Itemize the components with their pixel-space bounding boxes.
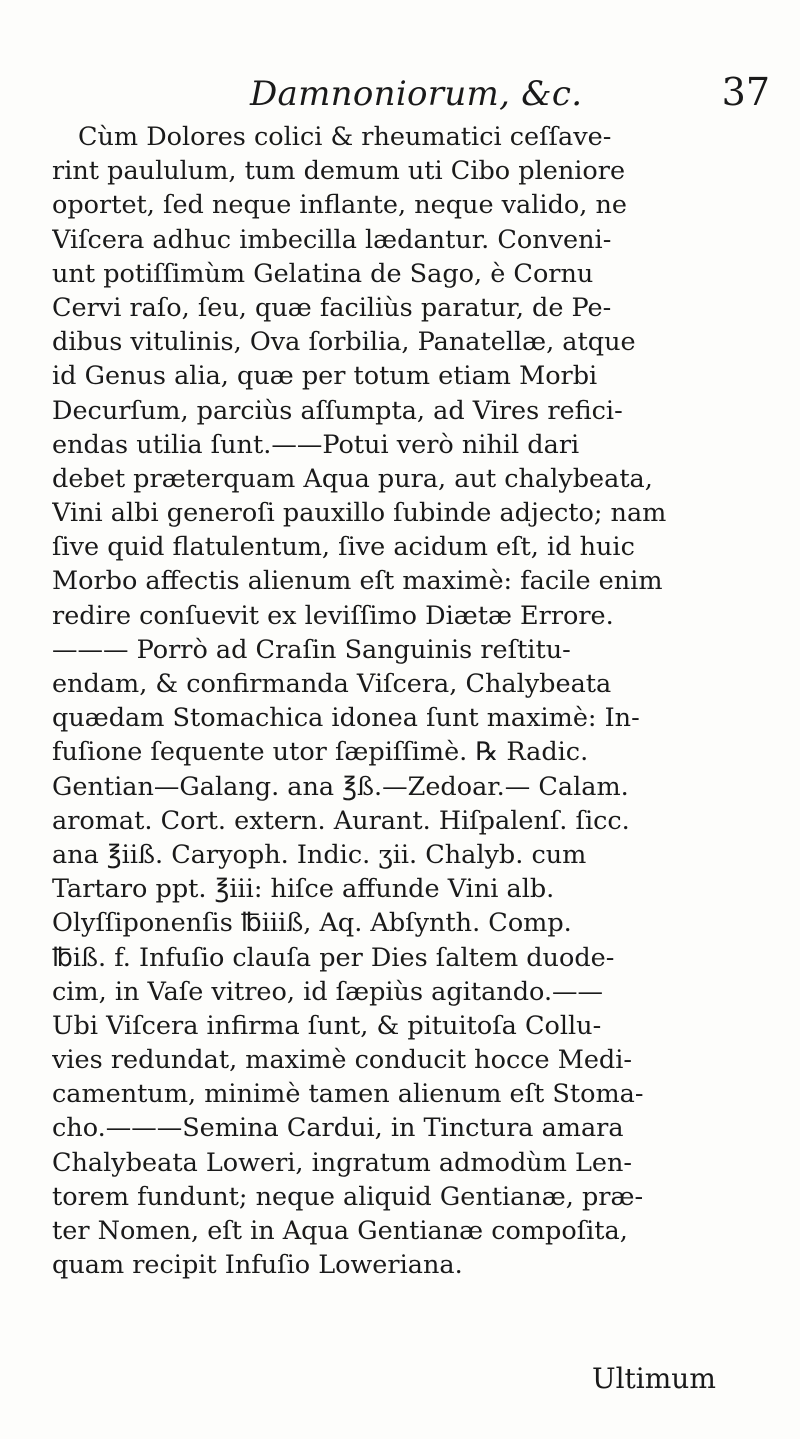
catchword: Ultimum	[592, 1362, 716, 1395]
text-line: endas utilia ſunt.——Potui verò nihil dari	[52, 429, 580, 460]
text-line: ℔iß. f. Infuſio clauſa per Dies ſaltem duode-	[52, 942, 615, 973]
text-line: camentum, minimè tamen alienum eſt Stoma-	[52, 1079, 644, 1110]
text-line: id Genus alia, quæ per totum etiam Morbi	[52, 361, 598, 392]
text-line: quam recipit Infuſio Loweriana.	[52, 1250, 463, 1281]
text-line: Cùm Dolores colici & rheumatici ceſſave-	[78, 122, 612, 152]
text-line: Cervi raſo, ſeu, quæ faciliùs paratur, de Pe-	[52, 292, 612, 323]
text-line: cim, in Vaſe vitreo, id ſæpiùs agitando.——	[52, 976, 604, 1007]
text-line: ſive quid flatulentum, ſive acidum eſt, id huic	[52, 532, 635, 563]
text-line: Vini albi generoſi pauxillo ſubinde adjecto; nam	[52, 498, 667, 529]
text-line: Viſcera adhuc imbecilla lædantur. Conveni-	[52, 224, 612, 255]
text-line: Chalybeata Loweri, ingratum admodùm Len-	[52, 1147, 633, 1178]
text-line: ter Nomen, eſt in Aqua Gentianæ compoſita,	[52, 1216, 628, 1246]
body-text	[52, 120, 772, 1282]
running-head-title: Damnoniorum, &c.	[250, 74, 583, 114]
page-number: 37	[721, 70, 770, 114]
text-line: Decurſum, parciùs aſſumpta, ad Vires refici-	[52, 395, 623, 426]
text-line: rint paululum, tum demum uti Cibo pleniore	[52, 156, 626, 187]
text-line: Ubi Viſcera infirma ſunt, & pituitoſa Collu-	[52, 1010, 602, 1041]
text-line: endam, & confirmanda Viſcera, Chalybeata	[52, 669, 612, 699]
text-line: oportet, ſed neque inflante, neque valido, ne	[52, 190, 627, 221]
text-line: unt potiſſimùm Gelatina de Sago, è Cornu	[52, 258, 594, 289]
text-line: dibus vitulinis, Ova ſorbilia, Panatellæ, atque	[52, 327, 636, 358]
text-line: Morbo affectis alienum eſt maximè: facile enim	[52, 566, 663, 597]
text-line: aromat. Cort. extern. Aurant. Hiſpalenſ. ſicc.	[52, 805, 630, 836]
text-line: ana ℥iiß. Caryoph. Indic. ʒii. Chalyb. cum	[52, 839, 587, 870]
text-line: cho.———Semina Cardui, in Tinctura amara	[52, 1113, 624, 1144]
text-line: vies redundat, maximè conducit hocce Medi-	[52, 1045, 633, 1076]
text-line: Gentian—Galang. ana ℥ß.—Zedoar.— Calam.	[52, 771, 629, 802]
text-line: redire conſuevit ex leviſſimo Diætæ Errore.	[52, 600, 614, 631]
text-line: Olyſſiponenſis ℔iiiß, Aq. Abſynth. Comp.	[52, 908, 572, 939]
text-line: Tartaro ppt. ℥iii: hiſce affunde Vini alb.	[52, 874, 555, 905]
text-line: debet præterquam Aqua pura, aut chalybeata,	[52, 463, 653, 494]
text-line: quædam Stomachica idonea ſunt maximè: In-	[52, 703, 640, 734]
running-head	[250, 70, 770, 114]
text-line: torem fundunt; neque aliquid Gentianæ, præ-	[52, 1181, 644, 1212]
text-line: ——— Porrò ad Craſin Sanguinis reſtitu-	[52, 634, 571, 665]
text-line: fuſione ſequente utor ſæpiſſimè. ℞ Radic.	[52, 737, 589, 768]
